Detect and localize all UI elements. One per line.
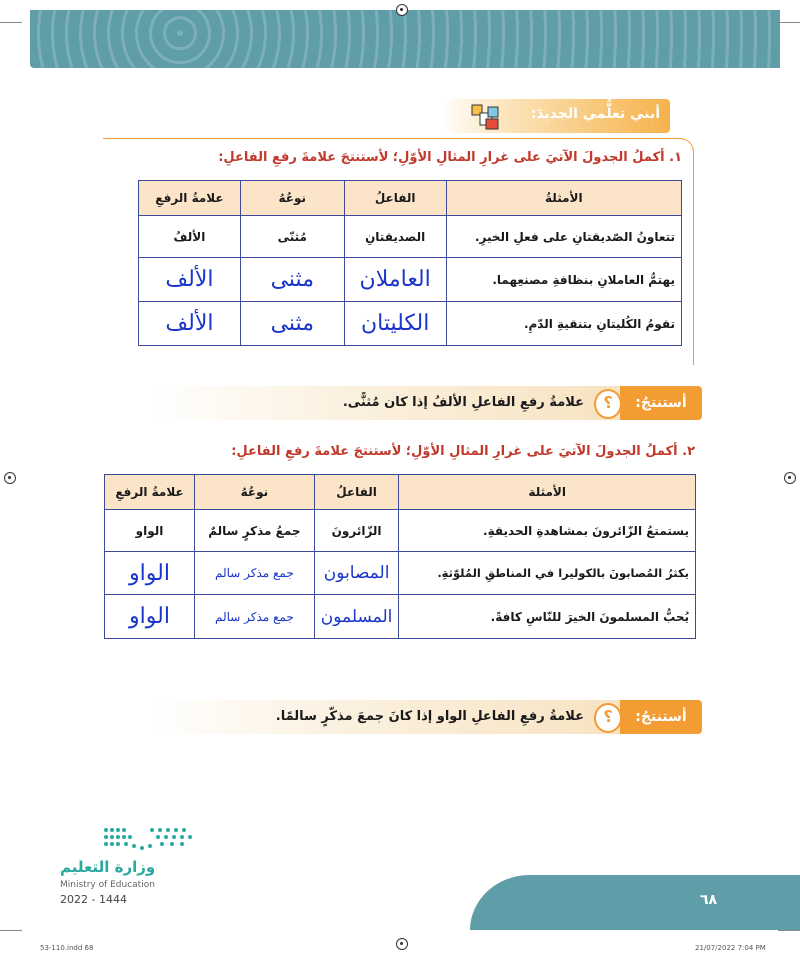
mark-answer-field[interactable]: الواو <box>105 552 195 595</box>
type-answer-field[interactable]: جمع مذكر سالم <box>194 595 314 639</box>
header-subject: الفاعلُ <box>344 181 446 216</box>
registration-mark-icon <box>784 472 796 484</box>
mark-answer-field[interactable]: الألف <box>139 302 241 346</box>
crop-mark <box>778 930 800 931</box>
ministry-name-arabic: وزارة التعليم <box>60 858 156 876</box>
example-cell: يكثرُ المُصابونَ بالكوليرا في المناطقِ المُلوّثةِ. <box>399 552 696 595</box>
deduce-label: أستنتجُ: <box>620 386 702 420</box>
crop-mark <box>0 930 22 931</box>
header-examples: الأمثلةُ <box>446 181 681 216</box>
registration-mark-icon <box>396 938 408 950</box>
question-2-prompt: ٢. أكملُ الجدولَ الآتيَ على غرارِ المثالِ الأوّلِ؛ لأستنتجَ علامةَ رفعِ الفاعلِ: <box>231 444 695 459</box>
type-cell: جمعُ مذكرٍ سالمٌ <box>194 510 314 552</box>
subject-answer-field[interactable]: المسلمون <box>314 595 399 639</box>
slug-left: 53-110.indd 68 <box>40 944 94 952</box>
subject-cell: الزّائرونَ <box>314 510 399 552</box>
banner-pattern <box>30 10 780 68</box>
crop-mark <box>0 22 22 23</box>
mark-answer-field[interactable]: الألف <box>139 258 241 302</box>
subject-cell: الصديقتانِ <box>344 216 446 258</box>
type-answer-field[interactable]: جمع مذكر سالم <box>194 552 314 595</box>
table-row <box>105 510 696 552</box>
type-cell: مُثنّى <box>240 216 344 258</box>
header-mark: علامةُ الرفعِ <box>105 475 195 510</box>
deduce-statement: علامةُ رفعِ الفاعلِ الواو إذا كانَ جمعَ مذكّرٍ سالمًا. <box>275 709 584 724</box>
ministry-name-english: Ministry of Education <box>60 880 155 890</box>
question-1-prompt: ١. أكملُ الجدولَ الآتيَ على غرارِ المثالِ الأوّلِ؛ لأستنتجَ علامةَ رفعِ الفاعلِ: <box>218 150 682 165</box>
table-2 <box>104 474 696 639</box>
deduce-label: أستنتجُ: <box>620 700 702 734</box>
table-row <box>105 595 696 639</box>
footer-band <box>470 875 800 930</box>
table-row <box>139 216 682 258</box>
table-header-row <box>105 475 696 510</box>
mark-answer-field[interactable]: الواو <box>105 595 195 639</box>
table-row <box>139 258 682 302</box>
question-mark-icon: ؟ <box>594 389 622 419</box>
table-header-row <box>139 181 682 216</box>
example-cell: يُحبُّ المسلمونَ الخيرَ للنّاسِ كافةً. <box>399 595 696 639</box>
subject-answer-field[interactable]: الكليتان <box>344 302 446 346</box>
example-cell: تقومُ الكُليتانِ بتنقيةِ الدّمِ. <box>446 302 681 346</box>
ministry-logo-icon <box>100 824 192 854</box>
subject-answer-field[interactable]: المصابون <box>314 552 399 595</box>
registration-mark-icon <box>4 472 16 484</box>
slug-right: 21/07/2022 7:04 PM <box>695 944 766 952</box>
header-mark: علامةُ الرفعِ <box>139 181 241 216</box>
example-cell: يهتمُّ العاملانِ بنظافةِ مصنعِهما. <box>446 258 681 302</box>
mark-cell: الألفُ <box>139 216 241 258</box>
type-answer-field[interactable]: مثنى <box>240 258 344 302</box>
section-heading: أبني تعلُّمي الجديدَ: <box>530 106 660 122</box>
example-cell: يستمتعُ الزّائرونَ بمشاهدةِ الحديقةِ. <box>399 510 696 552</box>
subject-answer-field[interactable]: العاملان <box>344 258 446 302</box>
registration-mark-icon <box>396 4 408 16</box>
question-mark-icon: ؟ <box>594 703 622 733</box>
type-answer-field[interactable]: مثنى <box>240 302 344 346</box>
header-examples: الأمثلة <box>399 475 696 510</box>
edition-year: 2022 - 1444 <box>60 893 127 906</box>
table-1 <box>138 180 682 346</box>
header-subject: الفاعلُ <box>314 475 399 510</box>
example-cell: تتعاونُ الصّديقتانِ على فعلِ الخيرِ. <box>446 216 681 258</box>
crop-mark <box>778 22 800 23</box>
header-type: نوعُهُ <box>194 475 314 510</box>
mark-cell: الواو <box>105 510 195 552</box>
page-number: ٦٨ <box>700 892 718 908</box>
table-row <box>105 552 696 595</box>
deduce-statement: علامةُ رفعِ الفاعلِ الألفُ إذا كان مُثنًّى. <box>342 395 584 410</box>
table-row <box>139 302 682 346</box>
header-type: نوعُهُ <box>240 181 344 216</box>
cubes-icon <box>466 101 502 133</box>
